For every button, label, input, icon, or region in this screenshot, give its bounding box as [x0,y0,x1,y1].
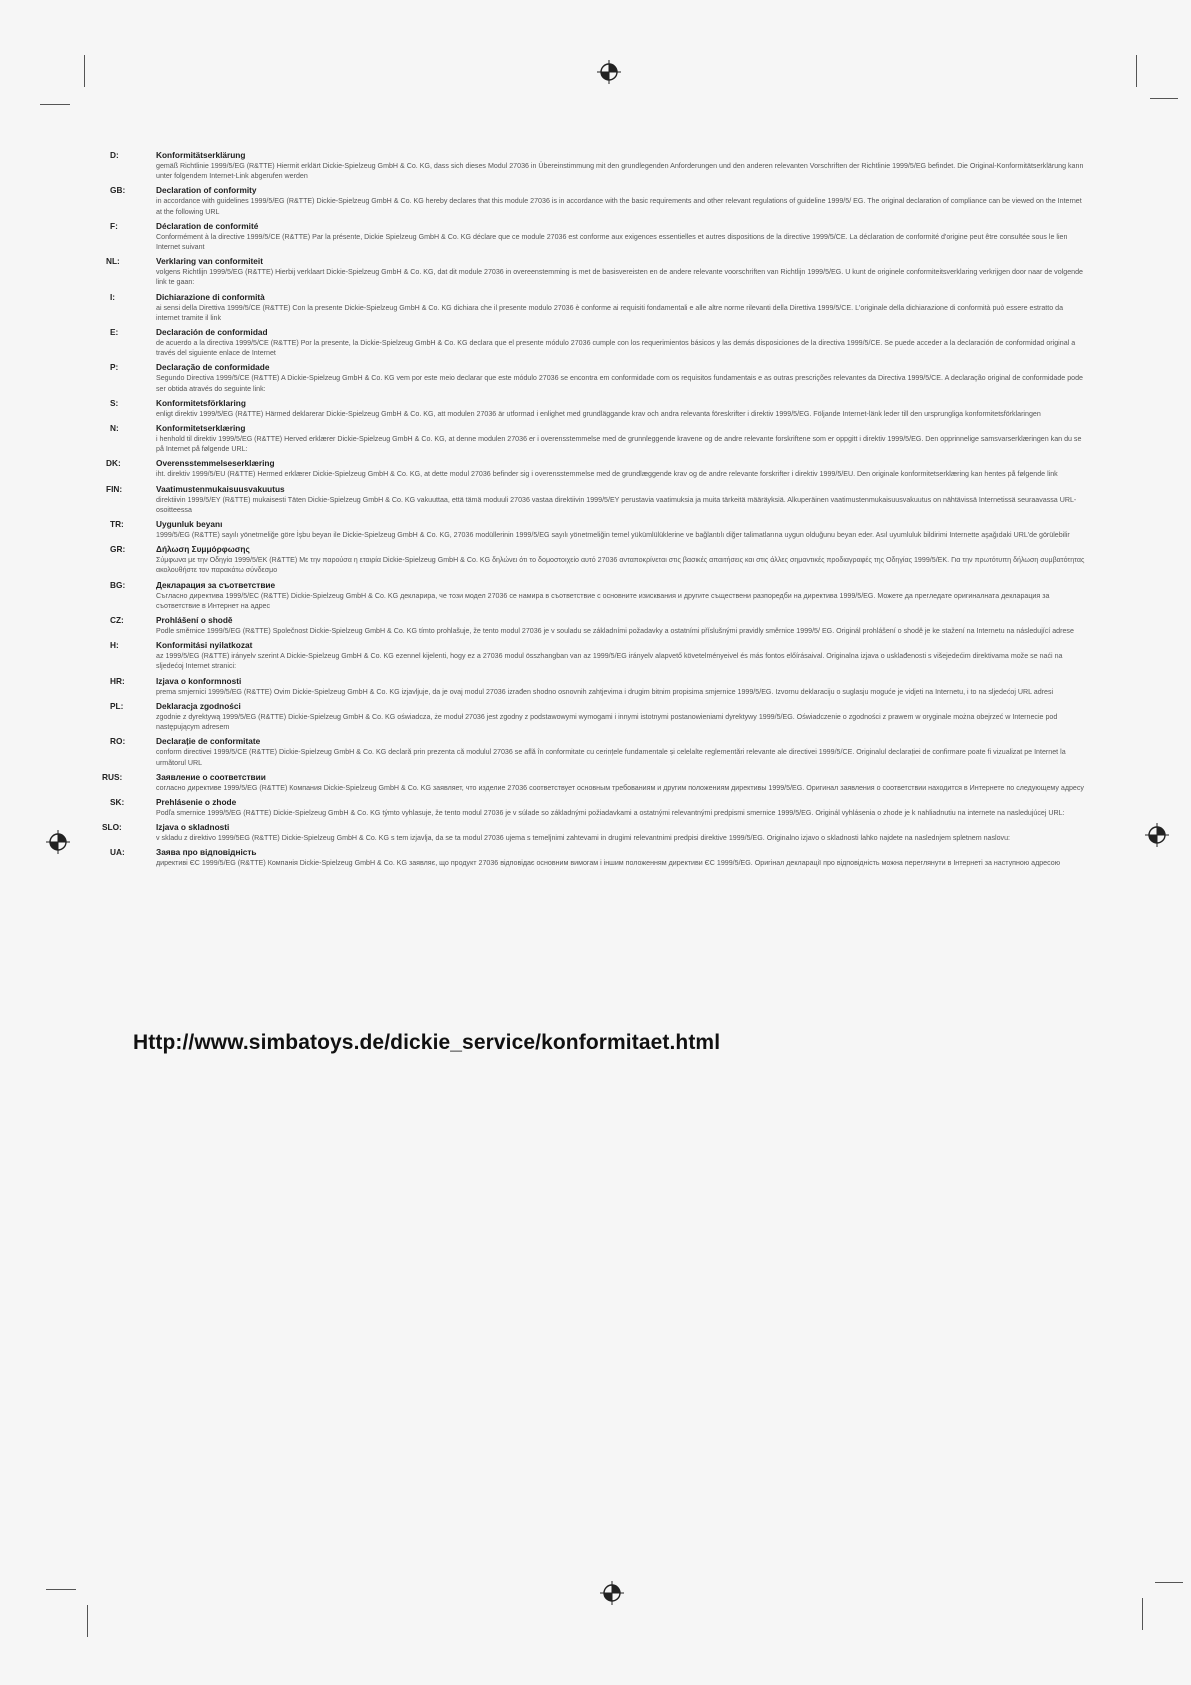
declaration-text: enligt direktiv 1999/5/EG (R&TTE) Härmed deklarerar Dickie-Spielzeug GmbH & Co. KG, att modulen 27036 är utformad i enlighet med grundläggande krav och andra relevanta föreskrifter i direktiv 1999/5/EG. Följande Internet-länk leder till den ursprungliga konformitetsförklaringen [156,409,1041,418]
country-code: SLO: [102,822,122,833]
declaration-bg [110,579,1085,611]
country-code: TR: [110,519,124,530]
declaration-tr [110,519,1085,540]
declaration-sk [110,796,1085,818]
declaration-d [110,150,1085,181]
country-code: E: [110,327,119,338]
declaration-p [110,362,1085,393]
declaration-n [110,423,1085,454]
country-code: GR: [110,544,126,555]
declaration-title: Konformitetsförklaring [156,397,246,408]
declaration-text: i henhold til direktiv 1999/5/EG (R&TTE) Herved erklærer Dickie-Spielzeug GmbH & Co. KG, at denne modulen 27036 er i overensstemmelse med de grunnleggende kravene og de andre relevante forskriftene som er oppgitt i direktiv 1999/5/EG. Den opprinnelige samsvarserklæringen kan du se på Internet på følgende URL: [156,435,1082,454]
declaration-text: direktiivin 1999/5/EY (R&TTE) mukaisesti Täten Dickie-Spielzeug GmbH & Co. KG vakuuttaa, että tämä moduuli 27036 vastaa direktiivin 1999/5/EY perustavia vaatimuksia ja muita tärkeitä määräyksiä. Alkuperäinen vaatimustenmukaisuusvakuutus on nähtävissä Internetissä seuraavassa URL-osoitteessa [156,495,1077,514]
country-code: RO: [110,736,126,747]
crop-mark-bottom-right-horizontal [1155,1582,1183,1583]
declaration-title: Declaração de conformidade [156,362,270,373]
country-code: BG: [110,579,126,590]
country-code: SK: [110,796,125,807]
country-code: DK: [106,458,121,469]
declaration-e [110,327,1085,358]
declaration-title: Verklaring van conformiteit [156,256,263,267]
declaration-text: Съгласно директива 1999/5/ЕС (R&TTE) Dickie-Spielzeug GmbH & Co. KG декларира, че този модел 27036 се намира в съответствие с основните изисквания и другите съществени разпоредби на директива 1999/5/EG. Можете да прегледате оригиналната декларация за съответствие в Интернет на адрес [156,591,1050,610]
declaration-title: Declaración de conformidad [156,327,268,338]
crop-mark-bottom-left-horizontal [46,1589,76,1590]
declaration-title: Konformitätserklärung [156,150,246,160]
declaration-i [110,291,1085,323]
declaration-dk [106,458,1085,479]
declaration-title: Δήλωση Συμμόρφωσης [156,544,250,555]
declaration-hr [110,675,1085,697]
declaration-text: ai sensi della Direttiva 1999/5/CE (R&TTE) Con la presente Dickie-Spielzeug GmbH & Co. KG dichiara che il presente modulo 27036 è conforme ai requisiti fondamentali e alle altre norme rilevanti della Direttiva 1999/5/CE. L'originale della dichiarazione di conformità può essere estratto da internet tramite il link [156,303,1064,322]
country-code: H: [110,640,119,651]
declaration-title: Заява про відповідність [156,847,257,858]
declaration-text: Podle směrnice 1999/5/EG (R&TTE) Společnost Dickie-Spielzeug GmbH & Co. KG tímto prohlašuje, že tento modul 27036 je v souladu se základními požadavky a ostatními příslušnými pravidly směrnice 1999/5/ EG. Originál prohlášení o shodě je ke stažení na Internetu na následující adrese [156,627,1074,636]
declaration-text: Conformément à la directive 1999/5/CE (R&TTE) Par la présente, Dickie Spielzeug GmbH & Co. KG déclare que ce module 27036 est conforme aux exigences essentielles et autres dispositions de la directive 1999/5/CE. La déclaration de conformité d'origine peut être consultée sous le lien Internet suivant [156,232,1068,252]
declaration-title: Заявление о соответствии [156,771,266,782]
declaration-list [102,150,1085,873]
crop-mark-top-right-vertical [1136,55,1137,87]
country-code: F: [110,220,118,231]
declaration-title: Vaatimustenmukaisuusvakuutus [156,483,285,494]
declaration-title: Uygunluk beyanı [156,519,223,530]
registration-mark-top-icon [596,59,622,85]
declaration-title: Deklaracja zgodności [156,700,241,711]
declaration-text: директиві ЄС 1999/5/EG (R&TTE) Компанія Dickie-Spielzeug GmbH & Co. KG заявляє, що продукт 27036 відповідає основним вимогам і іншим положенням директиви ЄС 1999/5/EG. Оригінал декларації про відповідність можна переглянути в Інтернеті за наступною адресою [156,859,1061,868]
declaration-title: Konformitetserklæring [156,423,246,434]
declaration-pl [110,700,1085,732]
declaration-f [110,220,1085,252]
country-code: UA: [110,847,125,858]
country-code: I: [110,291,116,302]
declaration-text: согласно директиве 1999/5/EG (R&TTE) Компания Dickie-Spielzeug GmbH & Co. KG заявляет, что изделие 27036 соответствует основным требованиям и другим положениям директивы 1999/5/EG. Оригинал заявления о соответствии находится в Интернете по следующему адресу [156,783,1084,792]
declaration-title: Konformitási nyilatkozat [156,640,253,651]
crop-mark-top-left-horizontal [40,104,70,105]
country-code: S: [110,397,119,408]
crop-mark-top-right-horizontal [1150,98,1178,99]
declaration-text: Σύμφωνα με την Οδηγία 1999/5/ΕΚ (R&TTE) Με την παρούσα η εταιρία Dickie-Spielzeug GmbH & Co. KG δηλώνει ότι το δομοστοιχείο αυτό 27036 ανταποκρίνεται στις βασικές απαιτήσεις και στις άλλες σημαντικές προδιαγραφές της Οδηγίας 1999/5/ΕΚ. Για την πρωτότυπη δήλωση συμβατότητας ακολουθήστε τον παρακάτω σύνδεσμο [156,556,1085,575]
country-code: N: [110,423,119,434]
country-code: P: [110,362,119,373]
declaration-cz [110,615,1085,636]
declaration-ua [110,847,1085,868]
declaration-gr [110,544,1085,575]
country-code: CZ: [110,615,124,626]
declaration-text: prema smjernici 1999/5/EG (R&TTE) Ovim Dickie-Spielzeug GmbH & Co. KG izjavljuje, da je ovaj modul 27036 izrađen shodno osnovnih zahtjevima i drugim bitnim propisima smjernice 1999/5/EG. Izvornu deklaraciju o suglasju moguće je vidjeti na Internetu, i to na sljedećoj URL adresi [156,687,1054,696]
declaration-text: az 1999/5/EG (R&TTE) irányelv szerint A Dickie-Spielzeug GmbH & Co. KG ezennel kijelenti, hogy ez a 27036 modul összhangban van az 1999/5/EG irányelv alapvető követelményeivel és más fontos előírásaival. Originalna izjava o usklađenosti s višejedećim direktivama može se naći na sljedećoj Internet stranici: [156,652,1063,671]
crop-mark-bottom-right-vertical [1142,1598,1143,1630]
declaration-text: de acuerdo a la directiva 1999/5/CE (R&TTE) Por la presente, la Dickie-Spielzeug GmbH & Co. KG declara que el presente módulo 27036 cumple con los requerimientos básicos y las demás disposiciones de la directiva 1999/5/CE. Se puede acceder a la declaración de conformidad original a través del siguiente enlace de Internet [156,339,1076,358]
country-code: NL: [106,256,120,267]
declaration-slo [102,822,1085,843]
declaration-ro [110,736,1085,767]
declaration-title: Prehlásenie o zhode [156,796,237,807]
declaration-title: Izjava o konformnosti [156,675,242,686]
declaration-text: Podľa smernice 1999/5/EG (R&TTE) Dickie-Spielzeug GmbH & Co. KG týmto vyhlasuje, že tento modul 27036 je v súlade so základnými požiadavkami a ostatnými relevantnými predpismi smernice 1999/5/EG. Originál vyhlásenia o zhode je k nahliadnutiu na internete na nasledujúcej URL: [156,808,1065,817]
declaration-text: 1999/5/EG (R&TTE) sayılı yönetmeliğe göre İşbu beyan ile Dickie-Spielzeug GmbH & Co. KG, 27036 modüllerinin 1999/5/EG sayılı yönetmeliğin temel yükümlülüklerine ve bağlantılı diğer talimatlarına uygun olduğunu beyan eder. Asıl uyumluluk bildirimi Internette aşağıdaki URL'de görülebilir [156,531,1070,540]
declaration-text: in accordance with guidelines 1999/5/EG (R&TTE) Dickie-Spielzeug GmbH & Co. KG hereby declares that this module 27036 is in accordance with the basic requirements and other relevant regulations of guideline 1999/5/ EG. The original declaration of compliance can be viewed on the Internet at the following URL [156,197,1082,216]
declaration-title: Overensstemmelseserklæring [156,458,275,469]
registration-mark-right-icon [1144,822,1170,848]
declaration-s [110,397,1085,419]
declaration-title: Dichiarazione di conformità [156,291,265,302]
conformity-url-link[interactable]: Http://www.simbatoys.de/dickie_service/konformitaet.html [133,1031,721,1054]
declaration-title: Declaration of conformity [156,185,257,196]
declaration-fin [106,483,1085,515]
declaration-text: v skladu z direktivo 1999/5EG (R&TTE) Dickie-Spielzeug GmbH & Co. KG s tem izjavlja, da se ta modul 27036 ujema s temeljnimi zahtevami in drugimi relevantnimi predpisi direktive 1999/5/EG. Originalno izjavo o skladnosti lahko najdete na naslednjem spletnem naslovu: [156,834,1011,843]
declaration-title: Declarație de conformitate [156,736,261,747]
crop-mark-top-left-vertical [84,55,85,87]
country-code: FIN: [106,483,123,494]
declaration-h [110,640,1085,671]
registration-mark-bottom-icon [599,1580,625,1606]
declaration-text: volgens Richtlijn 1999/5/EG (R&TTE) Hierbij verklaart Dickie-Spielzeug GmbH & Co. KG, dat dit module 27036 in overeenstemming is met de basisvereisten en de andere relevante voorschriften van Richtlijn 1999/5/EG. U kunt de originele conformiteitsverklaring verkrijgen door naar de volgende link te gaan: [156,268,1083,287]
declaration-nl [106,256,1085,287]
declaration-text: zgodnie z dyrektywą 1999/5/EG (R&TTE) Dickie-Spielzeug GmbH & Co. KG oświadcza, że moduł 27036 jest zgodny z podstawowymi wymogami i innymi istotnymi postanowieniami dyrektywy 1999/5/EG. Oświadczenie o zgodności z prawem w oryginale można obejrzeć w Internecie pod następującym adresem [156,712,1058,732]
declaration-text: gemäß Richtlinie 1999/5/EG (R&TTE) Hiermit erklärt Dickie-Spielzeug GmbH & Co. KG, dass sich dieses Modul 27036 in Übereinstimmung mit den grundlegenden Anforderungen und den anderen relevanten Vorschriften der Richtlinie 1999/5/EG befindet. Die Original-Konformitätserklärung kann unter folgendem Internet-Link abgerufen werden [156,162,1084,181]
declaration-title: Déclaration de conformité [156,220,259,231]
declaration-text: Segundo Directiva 1999/5/CE (R&TTE) A Dickie-Spielzeug GmbH & Co. KG vem por este meio declarar que este módulo 27036 se encontra em conformidade com os requisitos fundamentais e as outras prescrições relevantes da Directiva 1999/5/CE. A declaração original de conformidade pode ser obtida através do seguinte link: [156,374,1084,393]
country-code: HR: [110,675,125,686]
declaration-text: iht. direktiv 1999/5/EU (R&TTE) Hermed erklærer Dickie-Spielzeug GmbH & Co. KG, at dette modul 27036 befinder sig i overensstemmelse med de grundlæggende krav og de andre relevante forskrifter i direktiv 1999/5/EU. Den originale konformitetserklæring kan hentes på følgende link [156,470,1058,479]
declaration-title: Декларация за съответствие [156,579,276,590]
country-code: D: [110,150,119,160]
declaration-title: Prohlášení o shodě [156,615,233,626]
declaration-text: conform directivei 1999/5/CE (R&TTE) Dickie-Spielzeug GmbH & Co. KG declară prin prezenta că modulul 27036 se află în conformitate cu cerințele fundamentale și celelalte reglementări relevante ale directivei 1999/5/CE. Originalul declarației de confirmare poate fi vizualizat pe Internet la următorul URL [156,748,1066,767]
country-code: RUS: [102,771,123,782]
crop-mark-bottom-left-vertical [87,1605,88,1637]
declaration-title: Izjava o skladnosti [156,822,230,833]
declaration-gb [110,185,1085,216]
registration-mark-left-icon [45,829,71,855]
declaration-rus [102,771,1085,793]
country-code: PL: [110,700,124,711]
country-code: GB: [110,185,126,196]
